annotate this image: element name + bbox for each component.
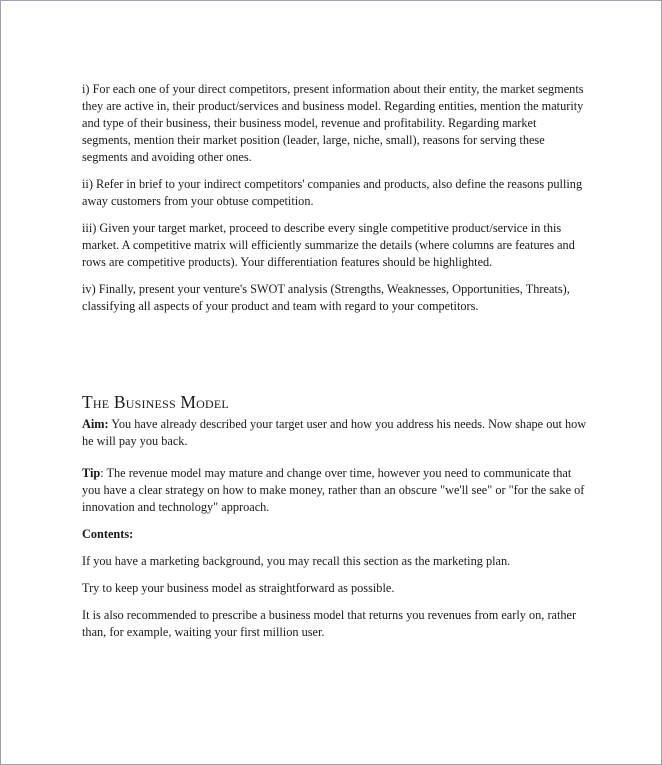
competitors-paragraph-1: i) For each one of your direct competitors, present information about their entity, the market segments they are active in, their product/services and business model. Regarding entities, mention the maturity and type of their business, their business model, revenue and profitability. Regarding market segments, mention their market position (leader, large, niche, small), reasons for serving these segments and avoiding other ones.	[82, 82, 584, 164]
tip-text: : The revenue model may mature and change over time, however you need to communicate that you have a clear strategy on how to make money, rather than an obscure "we'll see" or "for the sake of innovation and technology" approach.	[82, 466, 585, 514]
contents-label: Contents:	[82, 527, 134, 541]
tip-label: Tip	[82, 466, 101, 480]
contents-label-paragraph	[82, 526, 587, 543]
competitors-paragraph-3: iii) Given your target market, proceed to describe every single competitive product/service in this market. A competitive matrix will efficiently summarize the details (where columns are features and rows are competitive products). Your differentiation features should be highlighted.	[82, 221, 575, 269]
competitors-section	[82, 81, 587, 325]
contents-paragraph-1: If you have a marketing background, you may recall this section as the marketing plan.	[82, 554, 511, 568]
business-model-section	[82, 416, 587, 651]
competitors-paragraph-4: iv) Finally, present your venture's SWOT analysis (Strengths, Weaknesses, Opportunities, Threats), classifying all aspects of your product and team with regard to your competitors.	[82, 282, 570, 313]
contents-paragraph-3: It is also recommended to prescribe a business model that returns you revenues from early on, rather than, for example, waiting your first million user.	[82, 608, 577, 639]
aim-paragraph	[82, 416, 587, 450]
contents-paragraph-2: Try to keep your business model as straightforward as possible.	[82, 581, 395, 595]
aim-text: You have already described your target user and how you address his needs. Now shape out how he will pay you back.	[82, 417, 587, 448]
competitors-paragraph-2: ii) Refer in brief to your indirect competitors' companies and products, also define the reasons pulling away customers from your obtuse competition.	[82, 177, 583, 208]
section-heading: The Business Model	[82, 392, 229, 412]
aim-label: Aim:	[82, 417, 109, 431]
tip-paragraph	[82, 465, 587, 516]
